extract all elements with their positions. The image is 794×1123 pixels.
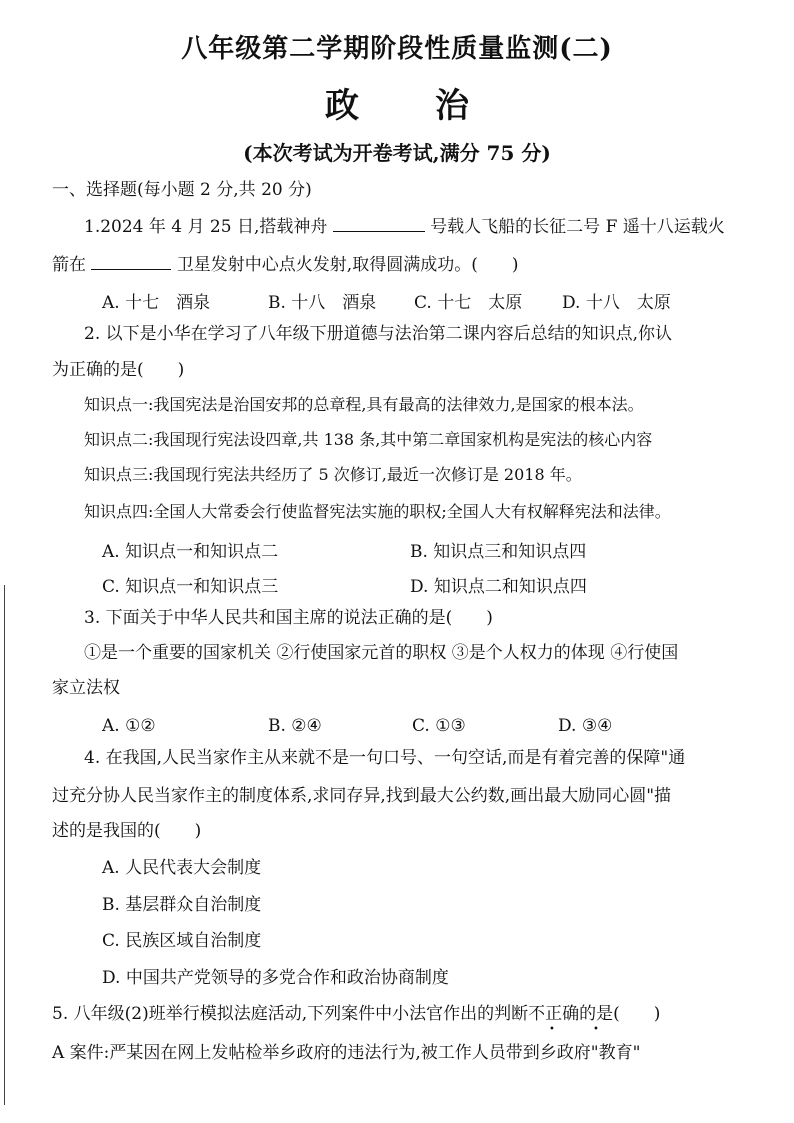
q2-options-row-2 bbox=[0, 572, 794, 597]
q4-option-d: D. 中国共产党领导的多党合作和政治协商制度 bbox=[102, 968, 449, 988]
question-4-line-1: 4. 在我国,人民当家作主从来就不是一句口号、一句空话,而是有着完善的保障"通 bbox=[84, 748, 686, 768]
q2-option-a: A. 知识点一和知识点二 bbox=[102, 542, 279, 562]
q2-option-c: C. 知识点一和知识点三 bbox=[102, 577, 279, 597]
q5-case-a: A 案件:严某因在网上发帖检举乡政府的违法行为,被工作人员带到乡政府"教育" bbox=[52, 1043, 641, 1063]
q4-option-a: A. 人民代表大会制度 bbox=[102, 858, 262, 878]
q3-option-c: C. ①③ bbox=[412, 716, 466, 736]
q1-option-c: C. 十七 太原 bbox=[414, 293, 523, 313]
q1-option-d: D. 十八 太原 bbox=[562, 293, 671, 313]
q4-option-b: B. 基层群众自治制度 bbox=[102, 895, 262, 915]
q3-option-b: B. ②④ bbox=[268, 716, 322, 736]
question-1-line-1 bbox=[84, 217, 725, 236]
q4-option-c: C. 民族区域自治制度 bbox=[102, 931, 262, 951]
q1-text-c: 箭在 bbox=[52, 255, 86, 275]
q1-text-a: 1.2024 年 4 月 25 日,搭载神舟 bbox=[84, 217, 328, 237]
q2-option-d: D. 知识点二和知识点四 bbox=[410, 577, 587, 597]
q2-option-b: B. 知识点三和知识点四 bbox=[410, 542, 587, 562]
q2-point-1: 知识点一:我国宪法是治国安邦的总章程,具有最高的法律效力,是国家的根本法。 bbox=[84, 395, 644, 414]
q1-text-d: 卫星发射中心点火发射,取得圆满成功。( ) bbox=[176, 255, 519, 275]
subject-char-2: 治 bbox=[435, 86, 469, 126]
question-2-line-2: 为正确的是( ) bbox=[52, 360, 185, 380]
q1-options bbox=[0, 288, 794, 313]
q2-options-row-1 bbox=[0, 537, 794, 562]
q2-point-2: 知识点二:我国现行宪法设四章,共 138 条,其中第二章国家机构是宪法的核心内容 bbox=[84, 430, 653, 449]
emphasis-dot-1: • bbox=[549, 1024, 555, 1035]
emphasis-dot-2: • bbox=[593, 1024, 599, 1035]
q1-text-b: 号载人飞船的长征二号 F 遥十八运载火 bbox=[430, 217, 725, 237]
subject-char-1: 政 bbox=[325, 86, 359, 126]
question-3-stem: 3. 下面关于中华人民共和国主席的说法正确的是( ) bbox=[84, 608, 493, 628]
subject-title bbox=[0, 78, 794, 127]
q1-blank-1 bbox=[333, 217, 425, 232]
q1-blank-2 bbox=[91, 255, 171, 270]
q3-items-line-2: 家立法权 bbox=[52, 678, 120, 698]
q3-items-line-1: ①是一个重要的国家机关 ②行使国家元首的职权 ③是个人权力的体现 ④行使国 bbox=[84, 643, 679, 663]
question-2-line-1: 2. 以下是小华在学习了八年级下册道德与法治第二课内容后总结的知识点,你认 bbox=[84, 324, 673, 344]
exam-title: 八年级第二学期阶段性质量监测(二) bbox=[181, 34, 613, 64]
question-4-line-3: 述的是我国的( ) bbox=[52, 821, 202, 841]
q2-point-4: 知识点四:全国人大常委会行使监督宪法实施的职权;全国人大有权解释宪法和法律。 bbox=[84, 502, 671, 521]
q3-option-d: D. ③④ bbox=[558, 716, 613, 736]
q1-option-a: A. 十七 酒泉 bbox=[102, 293, 211, 313]
q3-option-a: A. ①② bbox=[102, 716, 156, 736]
exam-note: (本次考试为开卷考试,满分 75 分) bbox=[243, 141, 551, 165]
q3-options bbox=[0, 716, 794, 738]
question-4-line-2: 过充分协人民当家作主的制度体系,求同存异,找到最大公约数,画出最大励同心圆"描 bbox=[52, 786, 672, 806]
question-5-stem: 5. 八年级(2)班举行模拟法庭活动,下列案件中小法官作出的判断不正确的是( ) bbox=[52, 1004, 661, 1024]
question-1-line-2 bbox=[52, 255, 518, 274]
q1-option-b: B. 十八 酒泉 bbox=[268, 293, 377, 313]
q2-point-3: 知识点三:我国现行宪法共经历了 5 次修订,最近一次修订是 2018 年。 bbox=[84, 465, 582, 484]
section-heading: 一、选择题(每小题 2 分,共 20 分) bbox=[52, 180, 312, 200]
page-edge-line bbox=[4, 585, 5, 1105]
